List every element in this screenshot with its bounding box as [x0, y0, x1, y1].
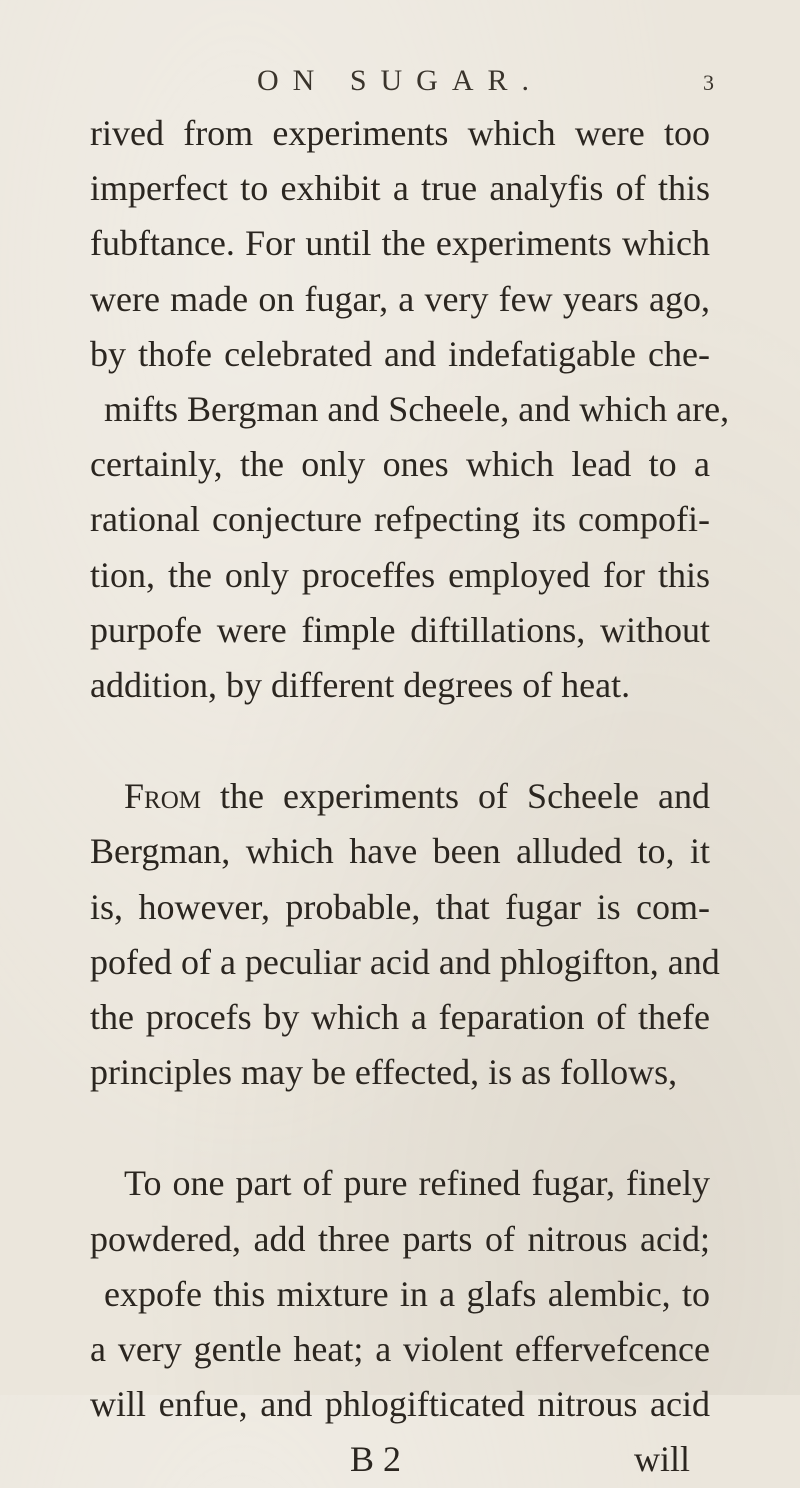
catchword: will: [633, 1439, 690, 1480]
paragraph-gap: [90, 713, 710, 769]
page-footer: [90, 1432, 710, 1487]
body-text: [90, 106, 730, 1488]
text-line: mifts Bergman and Scheele, and which are,: [104, 389, 730, 430]
text-line: were made on fugar, a very few years ago,: [90, 278, 710, 319]
running-head: ON SUGAR.: [256, 64, 544, 97]
text-line: by thofe celebrated and indefatigable che-: [90, 333, 710, 374]
text-line: rived from experiments which were too: [90, 113, 710, 153]
page-number: 3: [703, 70, 714, 95]
text-line: Bergman, which have been alluded to, it: [90, 831, 710, 872]
paragraph-1: [90, 106, 730, 713]
text-line: is, however, probable, that fugar is com-: [90, 886, 710, 927]
text-line: a very gentle heat; a violent effervefcence: [90, 1329, 710, 1370]
small-caps-word: From: [124, 776, 201, 817]
text-line: imperfect to exhibit a true analyfis of this: [90, 168, 710, 209]
text-line: To one part of pure refined fugar, finely: [124, 1163, 710, 1204]
text-line: expofe this mixture in a glafs alembic, to: [104, 1273, 710, 1314]
paragraph-3: [90, 1156, 710, 1432]
text-line: rational conjecture refpecting its compofi-: [90, 499, 710, 540]
text-line: purpofe were fimple diftillations, without: [90, 609, 710, 650]
text-line: addition, by different degrees of heat.: [90, 665, 631, 706]
text-line: certainly, the only ones which lead to a: [90, 444, 710, 485]
text-line: [90, 769, 710, 824]
text-line: the procefs by which a feparation of thefe: [90, 997, 710, 1038]
text-line: pofed of a peculiar acid and phlogifton, and: [90, 941, 720, 982]
signature-mark: B 2: [350, 1439, 402, 1480]
text-line: principles may be effected, is as follows,: [90, 1052, 678, 1093]
text-line: will enfue, and phlogifticated nitrous acid: [90, 1384, 710, 1425]
paragraph-2: [90, 769, 720, 1100]
text-line: fubftance. For until the experiments which: [90, 223, 710, 264]
text-fragment: the experiments of Scheele and: [200, 776, 710, 817]
text-line: powdered, add three parts of nitrous acid;: [90, 1218, 710, 1259]
paragraph-gap: [90, 1100, 710, 1156]
text-line: tion, the only proceffes employed for this: [90, 554, 710, 595]
